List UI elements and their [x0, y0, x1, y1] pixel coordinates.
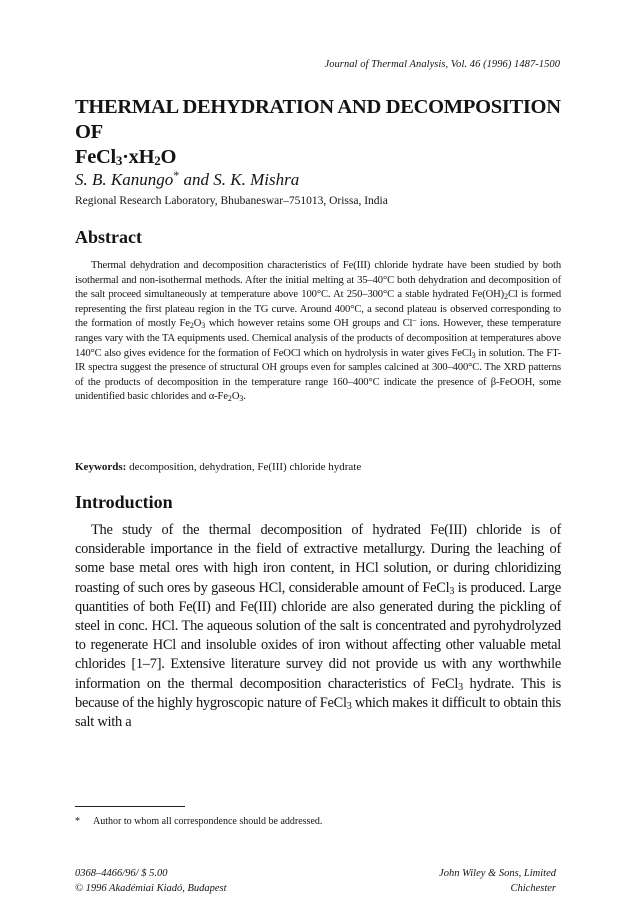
title-formula-part: O — [160, 146, 177, 168]
keywords-label: Keywords: — [75, 461, 127, 473]
author-list — [75, 170, 299, 190]
author-connector: and — [179, 170, 214, 189]
subscript: 3 — [239, 394, 244, 404]
title-formula-sub: 3 — [115, 153, 123, 168]
footnote — [75, 816, 322, 827]
text-run: ions. However, these temperature ranges vary with the TA equipments used. Chemical analysis of the products of decomposition at temperatures above 140°C also gives evidence for the formation of FeOCl which on hydrolysis in water gives FeCl — [75, 318, 561, 359]
text-run: The study of the thermal decomposition of hydrated Fe(III) chloride is of considerable importance in the field of extractive metallurgy. During the leaching of some base metal ores with high iron content, in HCl solution, or during chloridizing roasting of such ores by gaseous HCl, considerable amount of FeCl — [75, 522, 561, 596]
abstract-text — [75, 259, 561, 405]
title-formula-sub: 2 — [154, 153, 161, 168]
text-run: hydrate. This is because of the highly hygroscopic nature of FeCl — [75, 675, 561, 711]
text-run: in solution. The FT-IR spectra suggest the presence of structural OH groups even for samples calcined at 300–400°C. The XRD patterns of the products of decomposition in the temperature range 160–400°C indicate the presence of β-FeOOH, some unidentified basic chlorides and α-Fe — [75, 347, 561, 403]
subscript: 3 — [458, 681, 463, 693]
keywords-text: decomposition, dehydration, Fe(III) chloride hydrate — [126, 461, 362, 473]
text-run: which however retains some OH groups and Cl — [205, 318, 413, 330]
subscript: 3 — [201, 321, 206, 331]
author-name: S. K. Mishra — [213, 170, 300, 189]
text-run: . — [243, 391, 246, 403]
text-run: which makes it difficult to obtain this salt with a — [75, 694, 561, 731]
publisher-city: Chichester — [510, 883, 556, 894]
title-line-2 — [75, 145, 575, 170]
subscript: 2 — [189, 321, 194, 331]
footnote-mark: * — [75, 816, 80, 827]
text-run: is produced. Large quantities of both Fe(II) and Fe(III) chloride are also generated during the pickling of steel in conc. HCl. The aqueous solution of the salt is concentrated and pyrohydrolyzed to regenerate HCl and insoluble oxides of iron without affecting other valuable metal chlorides [1–7]. Extensive literature survey did not provide us with any worthwhile information on the thermal decomposition characteristics of FeCl — [75, 579, 562, 692]
title-formula-part: FeCl — [75, 146, 116, 168]
subscript: 3 — [449, 585, 455, 597]
abstract-heading: Abstract — [75, 227, 142, 247]
footnote-text: Author to whom all correspondence should be addressed. — [93, 816, 323, 827]
subscript: 2 — [227, 394, 232, 404]
superscript: – — [412, 315, 417, 325]
title-formula-part: ·xH — [122, 146, 155, 168]
affiliation: Regional Research Laboratory, Bhubaneswar–751013, Orissa, India — [75, 195, 388, 207]
text-run: O — [231, 391, 240, 403]
copyright: © 1996 Akadémiai Kiadó, Budapest — [75, 883, 227, 894]
footer-left — [75, 866, 227, 896]
keywords-line — [75, 461, 361, 473]
text-run: O — [193, 318, 202, 330]
article-title — [75, 95, 575, 170]
footnote-divider — [75, 806, 185, 807]
text-run: Thermal dehydration and decomposition characteristics of Fe(III) chloride hydrate have been studied by both isothermal and non-isothermal methods. After the initial melting at 35–40°C both dehydration and decomposition of the salt proceed simultaneously at temperature above 100°C. At 250–300°C a stable hydrated Fe(OH) — [75, 260, 561, 301]
title-line-1: THERMAL DEHYDRATION AND DECOMPOSITION OF — [75, 96, 561, 143]
publisher-name: John Wiley & Sons, Limited — [439, 868, 556, 879]
subscript: 2 — [504, 292, 508, 302]
introduction-heading: Introduction — [75, 492, 173, 512]
subscript: 3 — [346, 700, 352, 712]
author-name: S. B. Kanungo — [75, 170, 174, 189]
running-head: Journal of Thermal Analysis, Vol. 46 (1996) 1487-1500 — [324, 59, 560, 70]
corresponding-author-mark: * — [173, 168, 180, 182]
introduction-text — [75, 521, 561, 732]
issn-price: 0368–4466/96/ $ 5.00 — [75, 868, 168, 879]
subscript: 3 — [471, 350, 476, 360]
text-run: Cl is formed representing the first plateau region in the TG curve. Around 400°C, a second plateau is observed corresponding to the formation of mostly Fe — [75, 289, 561, 330]
footer-right — [439, 866, 556, 896]
